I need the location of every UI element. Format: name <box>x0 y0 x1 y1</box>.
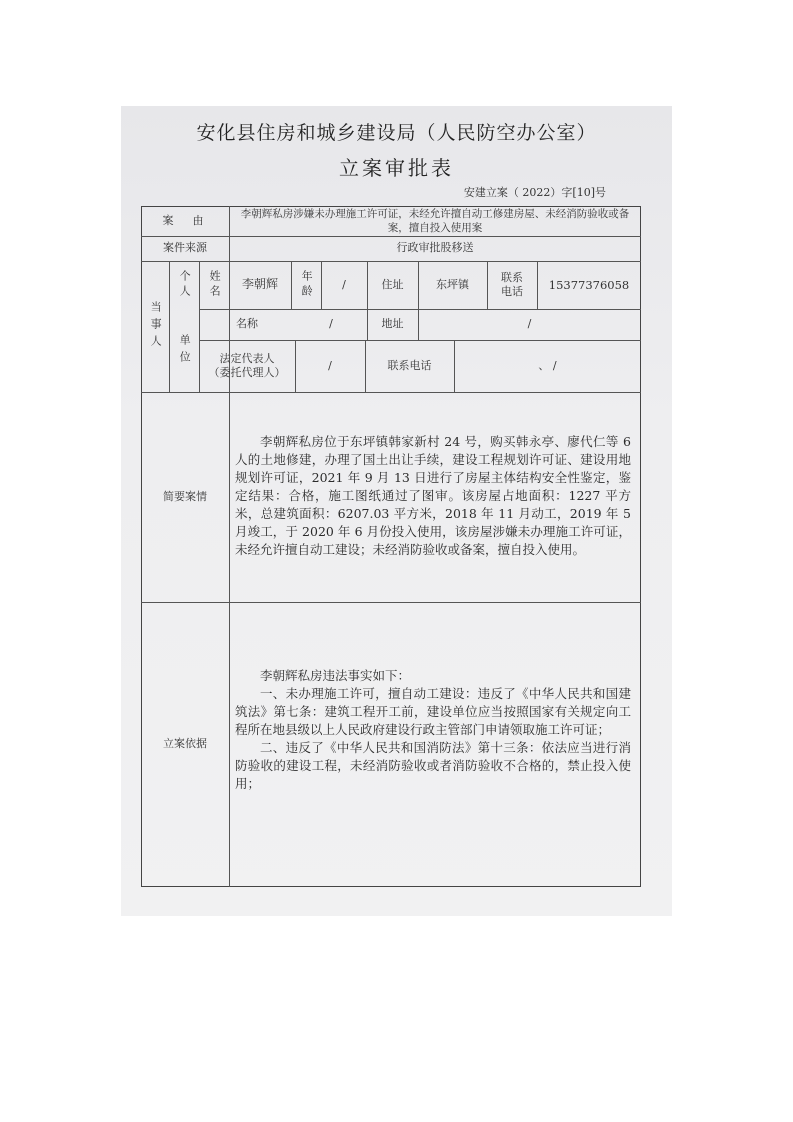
contact-value: 15377376058 <box>548 277 630 292</box>
unit-name-value: / <box>329 317 333 331</box>
legal-rep-value: / <box>328 358 332 372</box>
case-reason-value: 李朝辉私房涉嫌未办理施工许可证，未经允许擅自动工修建房屋、未经消防验收或备案，擅自投入使用案 <box>240 207 630 234</box>
legal-rep-label <box>199 340 295 392</box>
unit-address-label: 地址 <box>381 317 404 331</box>
age-value: / <box>342 277 346 291</box>
legal-rep-label-line1: 法定代表人 <box>219 351 275 365</box>
case-source-label: 案件来源 <box>163 241 207 255</box>
case-source-value: 行政审批股移送 <box>396 241 474 255</box>
address-label: 住址 <box>381 277 404 291</box>
party-label: 当事人 <box>149 301 163 352</box>
basis-label: 立案依据 <box>163 737 207 751</box>
unit-address-value: / <box>527 317 532 331</box>
unit-label: 单位 <box>178 333 192 368</box>
basis-text <box>235 667 631 793</box>
basis-item-1: 一、未办理施工许可，擅自动工建设：违反了《中华人民共和国建筑法》第七条：建筑工程开工前，建设单位应当按照国家有关规定向工程所在地县级以上人民政府建设行政主管部门申请领取施工许可证； <box>235 686 631 737</box>
age-label: 年龄 <box>300 270 314 300</box>
summary-label: 简要案情 <box>163 489 207 503</box>
name-value: 李朝辉 <box>241 277 278 292</box>
document-photo <box>121 106 672 916</box>
doc-number: 安建立案（ 2022）字[10]号 <box>463 186 606 199</box>
name-label: 姓名 <box>208 270 222 300</box>
individual-label: 个人 <box>178 270 192 300</box>
org-title: 安化县住房和城乡建设局（人民防空办公室） <box>196 122 597 144</box>
case-reason-label: 案 由 <box>162 213 208 227</box>
unit-phone-value: 、 / <box>538 358 557 372</box>
form-title: 立案审批表 <box>339 156 454 180</box>
basis-item-2: 二、违反了《中华人民共和国消防法》第十三条：依法应当进行消防验收的建设工程，未经消防验收或者消防验收不合格的，禁止投入使用； <box>235 740 631 791</box>
legal-rep-label-line2: （委托代理人） <box>208 366 286 379</box>
unit-phone-label: 联系电话 <box>387 358 432 372</box>
unit-name-label: 名称 <box>236 317 258 331</box>
basis-intro: 李朝辉私房违法事实如下： <box>260 668 411 683</box>
contact-label: 联系电话 <box>501 270 523 298</box>
summary-text: 李朝辉私房位于东坪镇韩家新村 24 号，购买韩永亭、廖代仁等 6 人的土地修建，办理了国土出让手续，建设工程规划许可证、建设用地规划许可证，2021 年 9 月 13 日进行了房屋主体结构安全性鉴定，鉴定结果：合格，施工图纸通过了图审。该房屋占地面积：1227 平方米，总建筑面积：6207.03 平方米，2018 年 11 月动工，2019 年 5 月竣工，于 2020 年 6 月份投入使用，该房屋涉嫌未办理施工许可证，未经允许擅自动工建设；未经消防验收或备案，擅自投入使用。 <box>235 434 631 557</box>
address-value: 东坪镇 <box>436 277 469 291</box>
